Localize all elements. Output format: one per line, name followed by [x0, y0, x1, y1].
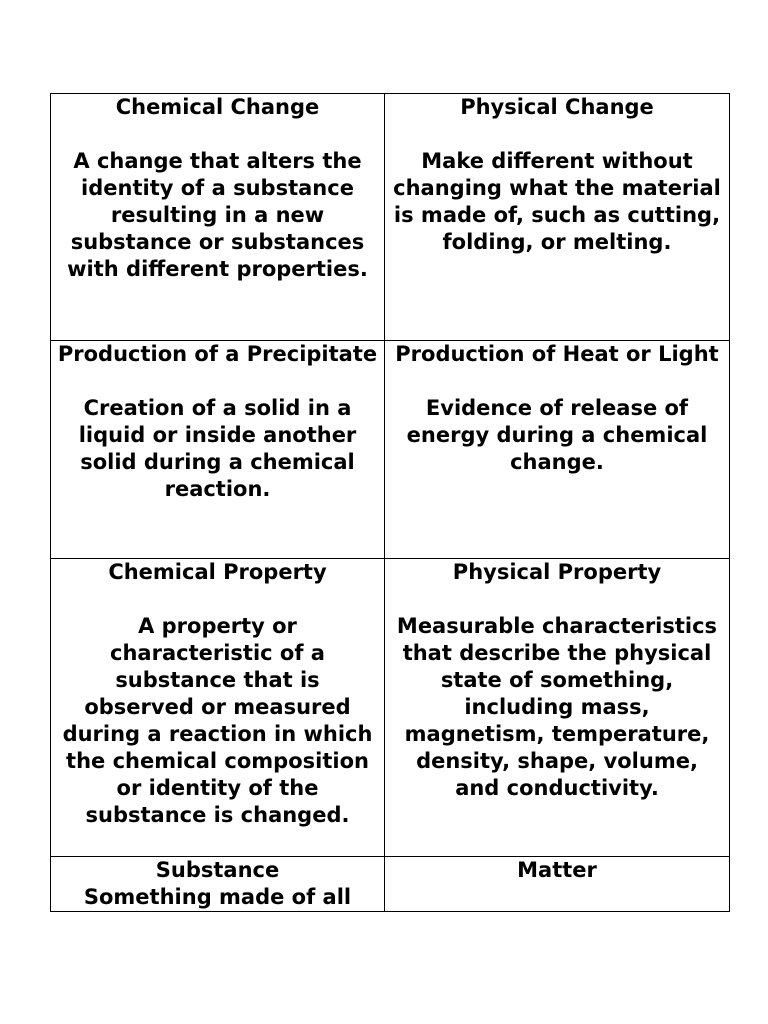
card-physical-property	[385, 559, 730, 857]
card-term: Matter	[517, 858, 597, 882]
card-row	[51, 559, 730, 857]
card-term: Chemical Change	[115, 95, 320, 119]
card-definition: A property or characteristic of a substance that is observed or measured during a reaction in which the chemical composition or identity of the substance is changed.	[62, 614, 373, 827]
card-term: Production of a Precipitate	[57, 342, 378, 366]
card-definition: Measurable characteristics that describe the physical state of something, including mass, magnetism, temperature, density, shape, volume, and conductivity.	[396, 614, 718, 800]
card-term: Substance	[155, 858, 280, 882]
card-row	[51, 341, 730, 559]
card-chemical-property	[51, 559, 385, 857]
card-term: Physical Change	[460, 95, 654, 119]
card-definition: Make different without changing what the material is made of, such as cutting, folding, or melting.	[393, 149, 721, 254]
card-production-of-precipitate	[51, 341, 385, 559]
card-substance	[51, 857, 385, 912]
card-definition: Creation of a solid in a liquid or inside another solid during a chemical reaction.	[78, 396, 357, 501]
card-term: Chemical Property	[108, 560, 327, 584]
card-definition: A change that alters the identity of a substance resulting in a new substance or substances with different properties.	[67, 149, 368, 281]
card-row	[51, 857, 730, 912]
card-chemical-change	[51, 94, 385, 341]
card-term: Production of Heat or Light	[395, 342, 719, 366]
card-term: Physical Property	[452, 560, 662, 584]
card-row	[51, 94, 730, 341]
vocabulary-card-table	[50, 93, 730, 912]
card-definition: Something made of all	[83, 885, 352, 909]
card-production-of-heat-or-light	[385, 341, 730, 559]
card-physical-change	[385, 94, 730, 341]
card-definition: Evidence of release of energy during a chemical change.	[406, 396, 708, 474]
card-matter	[385, 857, 730, 912]
